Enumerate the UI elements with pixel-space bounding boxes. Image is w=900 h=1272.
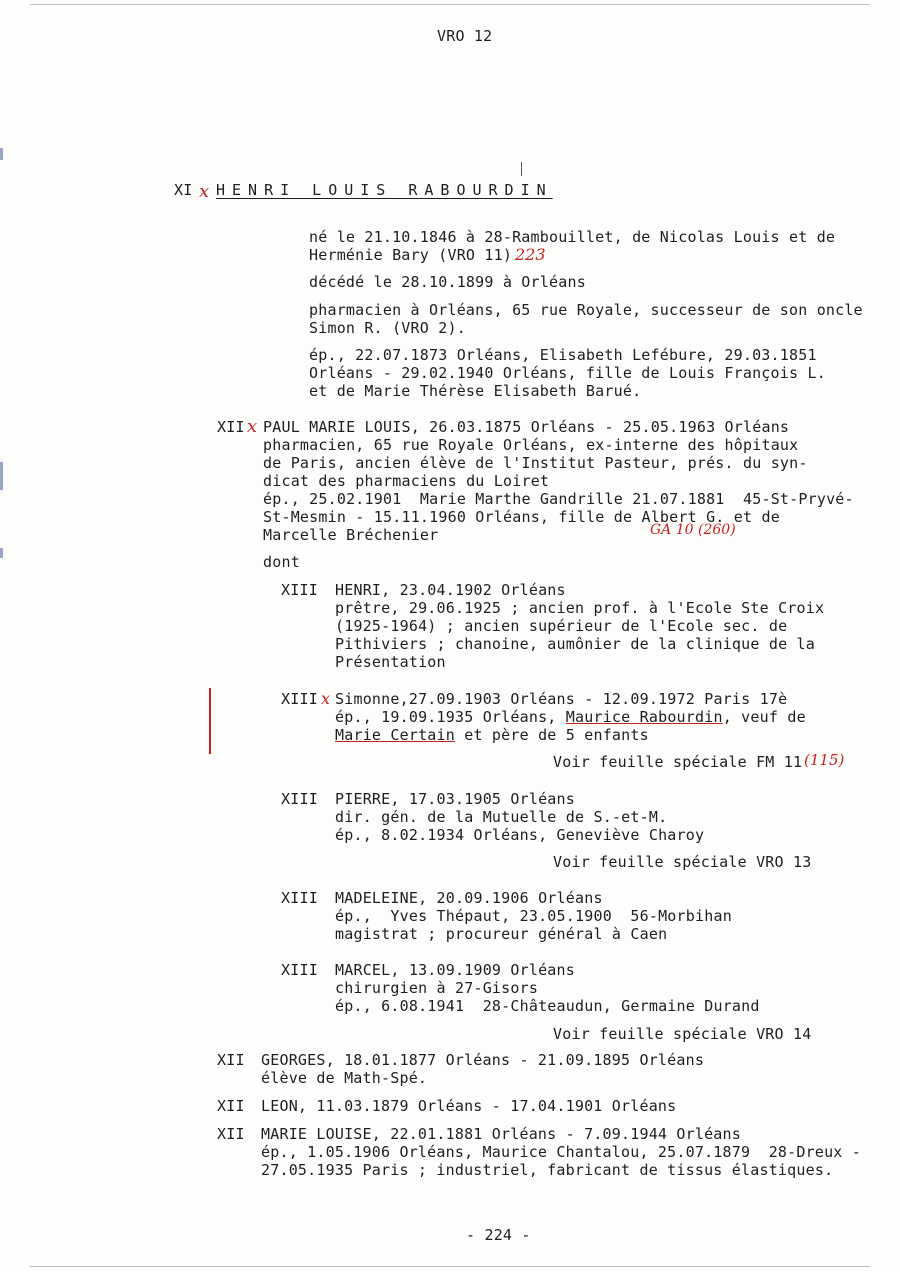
- child-entry: Simonne,27.09.1903 Orléans - 12.09.1972 Paris 17è: [335, 690, 788, 708]
- red-margin-bar: [209, 688, 211, 754]
- generation-numeral: XII: [217, 1125, 245, 1143]
- paul-entry: St-Mesmin - 15.11.1960 Orléans, fille de Albert G. et de: [263, 508, 780, 526]
- child-entry: [335, 708, 806, 726]
- birth-line: Herménie Bary (VRO 11): [309, 246, 513, 264]
- generation-numeral: XIII: [281, 581, 318, 599]
- death-line: décédé le 28.10.1899 à Orléans: [309, 273, 586, 291]
- child-entry-part: ép., 19.09.1935 Orléans,: [335, 708, 566, 726]
- child-entry: ép., 8.02.1934 Orléans, Geneviève Charoy: [335, 826, 705, 844]
- page-reference: VRO 12: [437, 27, 493, 45]
- sibling-entry: GEORGES, 18.01.1877 Orléans - 21.09.1895 Orléans: [261, 1051, 705, 1069]
- dont-label: dont: [263, 553, 300, 571]
- paul-entry: dicat des pharmaciens du Loiret: [263, 472, 550, 490]
- margin-mark: [0, 548, 3, 558]
- check-mark: x: [247, 416, 258, 437]
- profession-line: Simon R. (VRO 2).: [309, 319, 466, 337]
- generation-numeral: XIII: [281, 790, 318, 808]
- child-entry: MARCEL, 13.09.1909 Orléans: [335, 961, 575, 979]
- sibling-entry: ép., 1.05.1906 Orléans, Maurice Chantalou, 25.07.1879 28-Dreux -: [261, 1143, 861, 1161]
- sibling-entry: MARIE LOUISE, 22.01.1881 Orléans - 7.09.1944 Orléans: [261, 1125, 741, 1143]
- child-entry: PIERRE, 17.03.1905 Orléans: [335, 790, 575, 808]
- handwritten-note: GA 10 (260): [650, 522, 736, 538]
- underlined-name: Maurice Rabourdin: [565, 708, 723, 726]
- margin-mark: [0, 148, 3, 160]
- child-entry: magistrat ; procureur général à Caen: [335, 925, 668, 943]
- generation-numeral: XII: [217, 1051, 245, 1069]
- child-entry: chirurgien à 27-Gisors: [335, 979, 539, 997]
- generation-numeral: XIII: [281, 690, 318, 708]
- child-entry: ép., Yves Thépaut, 23.05.1900 56-Morbihan: [335, 907, 732, 925]
- sibling-entry: 27.05.1935 Paris ; industriel, fabricant de tissus élastiques.: [261, 1161, 834, 1179]
- margin-mark: [0, 462, 3, 490]
- check-mark: x: [321, 689, 331, 708]
- check-mark: x: [199, 181, 210, 202]
- see-sheet-reference: Voir feuille spéciale VRO 13: [553, 853, 812, 871]
- see-sheet-reference: Voir feuille spéciale VRO 14: [553, 1025, 812, 1043]
- bottom-scan-line: [30, 1266, 870, 1267]
- paul-entry: de Paris, ancien élève de l'Institut Pasteur, prés. du syn-: [263, 454, 808, 472]
- birth-line: né le 21.10.1846 à 28-Rambouillet, de Nicolas Louis et de: [309, 228, 836, 246]
- marriage-line: et de Marie Thérèse Elisabeth Barué.: [309, 382, 642, 400]
- child-entry: ép., 6.08.1941 28-Châteaudun, Germaine Durand: [335, 997, 760, 1015]
- sibling-entry: élève de Math-Spé.: [261, 1069, 428, 1087]
- pen-stroke: [521, 162, 522, 176]
- paul-entry: pharmacien, 65 rue Royale Orléans, ex-interne des hôpitaux: [263, 436, 799, 454]
- child-entry: HENRI, 23.04.1902 Orléans: [335, 581, 566, 599]
- see-sheet-reference: Voir feuille spéciale FM 11: [553, 753, 803, 771]
- page-number: - 224 -: [466, 1226, 531, 1244]
- generation-numeral: XIII: [281, 889, 318, 907]
- child-entry-part: , veuf de: [722, 708, 806, 726]
- child-entry: dir. gén. de la Mutuelle de S.-et-M.: [335, 808, 668, 826]
- sibling-entry: LEON, 11.03.1879 Orléans - 17.04.1901 Orléans: [261, 1097, 677, 1115]
- child-entry: MADELEINE, 20.09.1906 Orléans: [335, 889, 603, 907]
- top-scan-line: [30, 4, 870, 5]
- paul-entry: ép., 25.02.1901 Marie Marthe Gandrille 21.07.1881 45-St-Pryvé-: [263, 490, 854, 508]
- generation-numeral: XIII: [281, 961, 318, 979]
- profession-line: pharmacien à Orléans, 65 rue Royale, successeur de son oncle: [309, 301, 863, 319]
- underlined-name: Marie Certain: [335, 726, 455, 744]
- child-entry: Présentation: [335, 653, 446, 671]
- generation-numeral: XII: [217, 1097, 245, 1115]
- generation-numeral: XII: [217, 418, 245, 436]
- child-entry-part: et père de 5 enfants: [455, 726, 649, 744]
- child-entry: [335, 726, 649, 744]
- handwritten-note: 223: [515, 245, 546, 264]
- marriage-line: ép., 22.07.1873 Orléans, Elisabeth Lefébure, 29.03.1851: [309, 346, 817, 364]
- handwritten-note: (115): [804, 751, 845, 769]
- child-entry: Pithiviers ; chanoine, aumônier de la clinique de la: [335, 635, 815, 653]
- person-title: HENRI LOUIS RABOURDIN: [216, 181, 553, 199]
- marriage-line: Orléans - 29.02.1940 Orléans, fille de Louis François L.: [309, 364, 826, 382]
- paul-entry: Marcelle Bréchenier: [263, 526, 439, 544]
- paul-entry: PAUL MARIE LOUIS, 26.03.1875 Orléans - 25.05.1963 Orléans: [263, 418, 790, 436]
- child-entry: prêtre, 29.06.1925 ; ancien prof. à l'Ecole Ste Croix: [335, 599, 825, 617]
- child-entry: (1925-1964) ; ancien supérieur de l'Ecole sec. de: [335, 617, 788, 635]
- generation-numeral: XI: [174, 181, 193, 199]
